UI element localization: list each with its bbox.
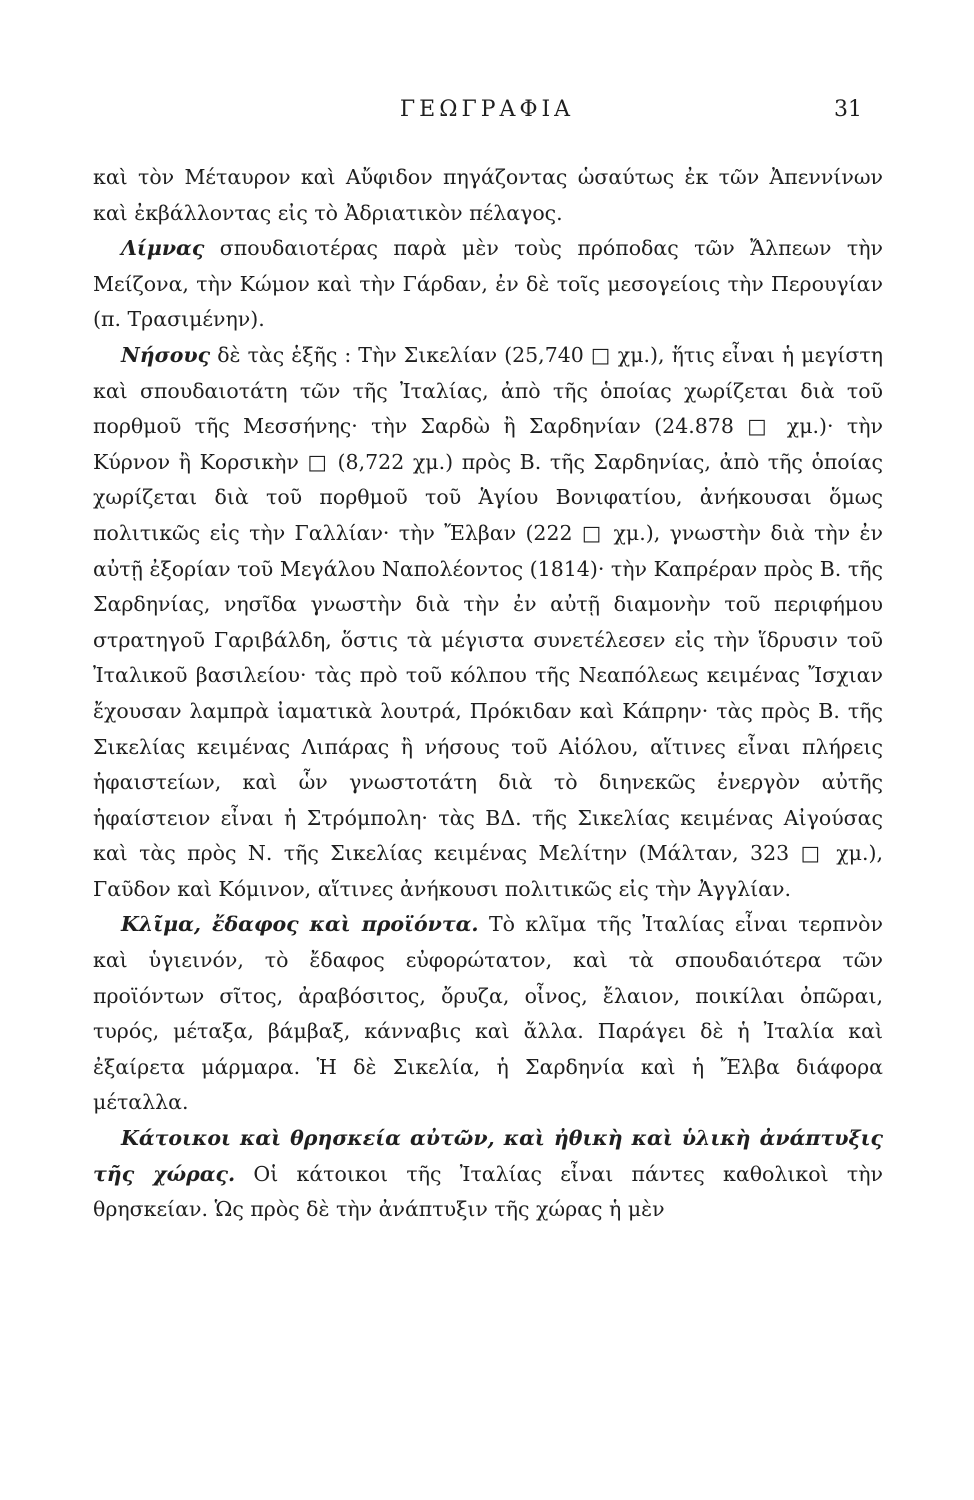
running-head: ΓΕΩΓΡΑΦΙΑ [399,97,575,122]
paragraph-heading-lakes: Λίμνας [121,236,205,261]
paragraph-rivers-continued [93,160,883,231]
paragraph-text: σπουδαιοτέρας παρὰ μὲν τοὺς πρόποδας τῶν Ἄλπεων τὴν Μείζονα, τὴν Κώμον καὶ τὴν Γάρδαν, ἐν δὲ τοῖς μεσογείοις τὴν Περουγίαν (π. Τρασιμένην). [93,236,883,332]
paragraph-text: δὲ τὰς ἑξῆς : Τὴν Σικελίαν (25,740 □ χμ.), ἥτις εἶναι ἡ μεγίστη καὶ σπουδαιοτάτη τῶν τῆς Ἰταλίας, ἀπὸ τῆς ὁποίας χωρίζεται διὰ τοῦ πορθμοῦ τῆς Μεσσήνης· τὴν Σαρδὼ ἢ Σαρδηνίαν (24.878 □ χμ.)· τὴν Κύρνον ἢ Κορσικὴν □ (8,722 χμ.) πρὸς Β. τῆς Σαρδηνίας, ἀπὸ τῆς ὁποίας χωρίζεται διὰ τοῦ πορθμοῦ τοῦ Ἁγίου Βονιφατίου, ἀνήκουσαι ὅμως πολιτικῶς εἰς τὴν Γαλλίαν· τὴν Ἔλβαν (222 □ χμ.), γνωστὴν διὰ τὴν ἐν αὐτῇ ἐξορίαν τοῦ Μεγάλου Ναπολέοντος (1814)· τὴν Καπρέραν πρὸς Β. τῆς Σαρδηνίας, νησῖδα γνωστὴν διὰ τὴν ἐν αὐτῇ διαμονὴν τοῦ περιφήμου στρατηγοῦ Γαριβάλδη, ὅστις τὰ μέγιστα συνετέλεσεν εἰς τὴν ἵδρυσιν τοῦ Ἰταλικοῦ βασιλείου· τὰς πρὸ τοῦ κόλπου τῆς Νεαπόλεως κειμένας Ἴσχιαν ἔχουσαν λαμπρὰ ἰαματικὰ λουτρά, Πρόκιδαν καὶ Κάπρην· τὰς πρὸς Β. τῆς Σικελίας κειμένας Λιπάρας ἢ νήσους τοῦ Αἰόλου, αἵτινες εἶναι πλήρεις ἡφαιστείων, καὶ ὧν γνωστοτάτη διὰ τὸ διηνεκῶς ἐνεργὸν αὐτῆς ἡφαίστειον εἶναι ἡ Στρόμπολη· τὰς ΒΔ. τῆς Σικελίας κειμένας Αἰγούσας καὶ τὰς πρὸς Ν. τῆς Σικελίας κειμένας Μελίτην (Μάλταν, 323 □ χμ.), Γαῦδον καὶ Κόμινον, αἵτινες ἀνήκουσι πολιτικῶς εἰς τὴν Ἀγγλίαν. [93,342,883,901]
paragraph-heading-climate: Κλῖμα, ἔδαφος καὶ προϊόντα. [121,912,479,937]
page-number: 31 [834,97,862,122]
paragraph-lakes [93,231,883,338]
body-text [93,160,883,1228]
paragraph-climate [93,907,883,1121]
paragraph-text: Οἱ κάτοικοι τῆς Ἰταλίας εἶναι πάντες καθολικοὶ τὴν θρησκείαν. Ὡς πρὸς δὲ τὴν ἀνάπτυξιν τῆς χώρας ἡ μὲν [93,1161,883,1222]
paragraph-inhabitants [93,1121,883,1228]
paragraph-text: Τὸ κλῖμα τῆς Ἰταλίας εἶναι τερπνὸν καὶ ὑγιεινόν, τὸ ἔδαφος εὐφορώτατον, καὶ τὰ σπουδαιότερα τῶν προϊόντων σῖτος, ἀραβόσιτος, ὄρυζα, οἶνος, ἔλαιον, ποικίλαι ὀπῶραι, τυρός, μέταξα, βάμβαξ, κάνναβις καὶ ἄλλα. Παράγει δὲ ἡ Ἰταλία καὶ ἐξαίρετα μάρμαρα. Ἡ δὲ Σικελία, ἡ Σαρδηνία καὶ ἡ Ἔλβα διάφορα μέταλλα. [93,912,883,1115]
paragraph-heading-inhabitants: Κάτοικοι καὶ θρησκεία αὐτῶν, καὶ ἠθικὴ καὶ ὑλικὴ ἀνάπτυξις τῆς χώρας. [93,1126,883,1186]
paragraph-heading-islands: Νήσους [121,342,211,367]
page-header [0,97,974,127]
paragraph-text: καὶ τὸν Μέταυρον καὶ Αὔφιδον πηγάζοντας ὡσαύτως ἐκ τῶν Ἀπεννίνων καὶ ἐκβάλλοντας εἰς τὸ Ἀδριατικὸν πέλαγος. [93,165,883,225]
paragraph-islands [93,338,883,908]
